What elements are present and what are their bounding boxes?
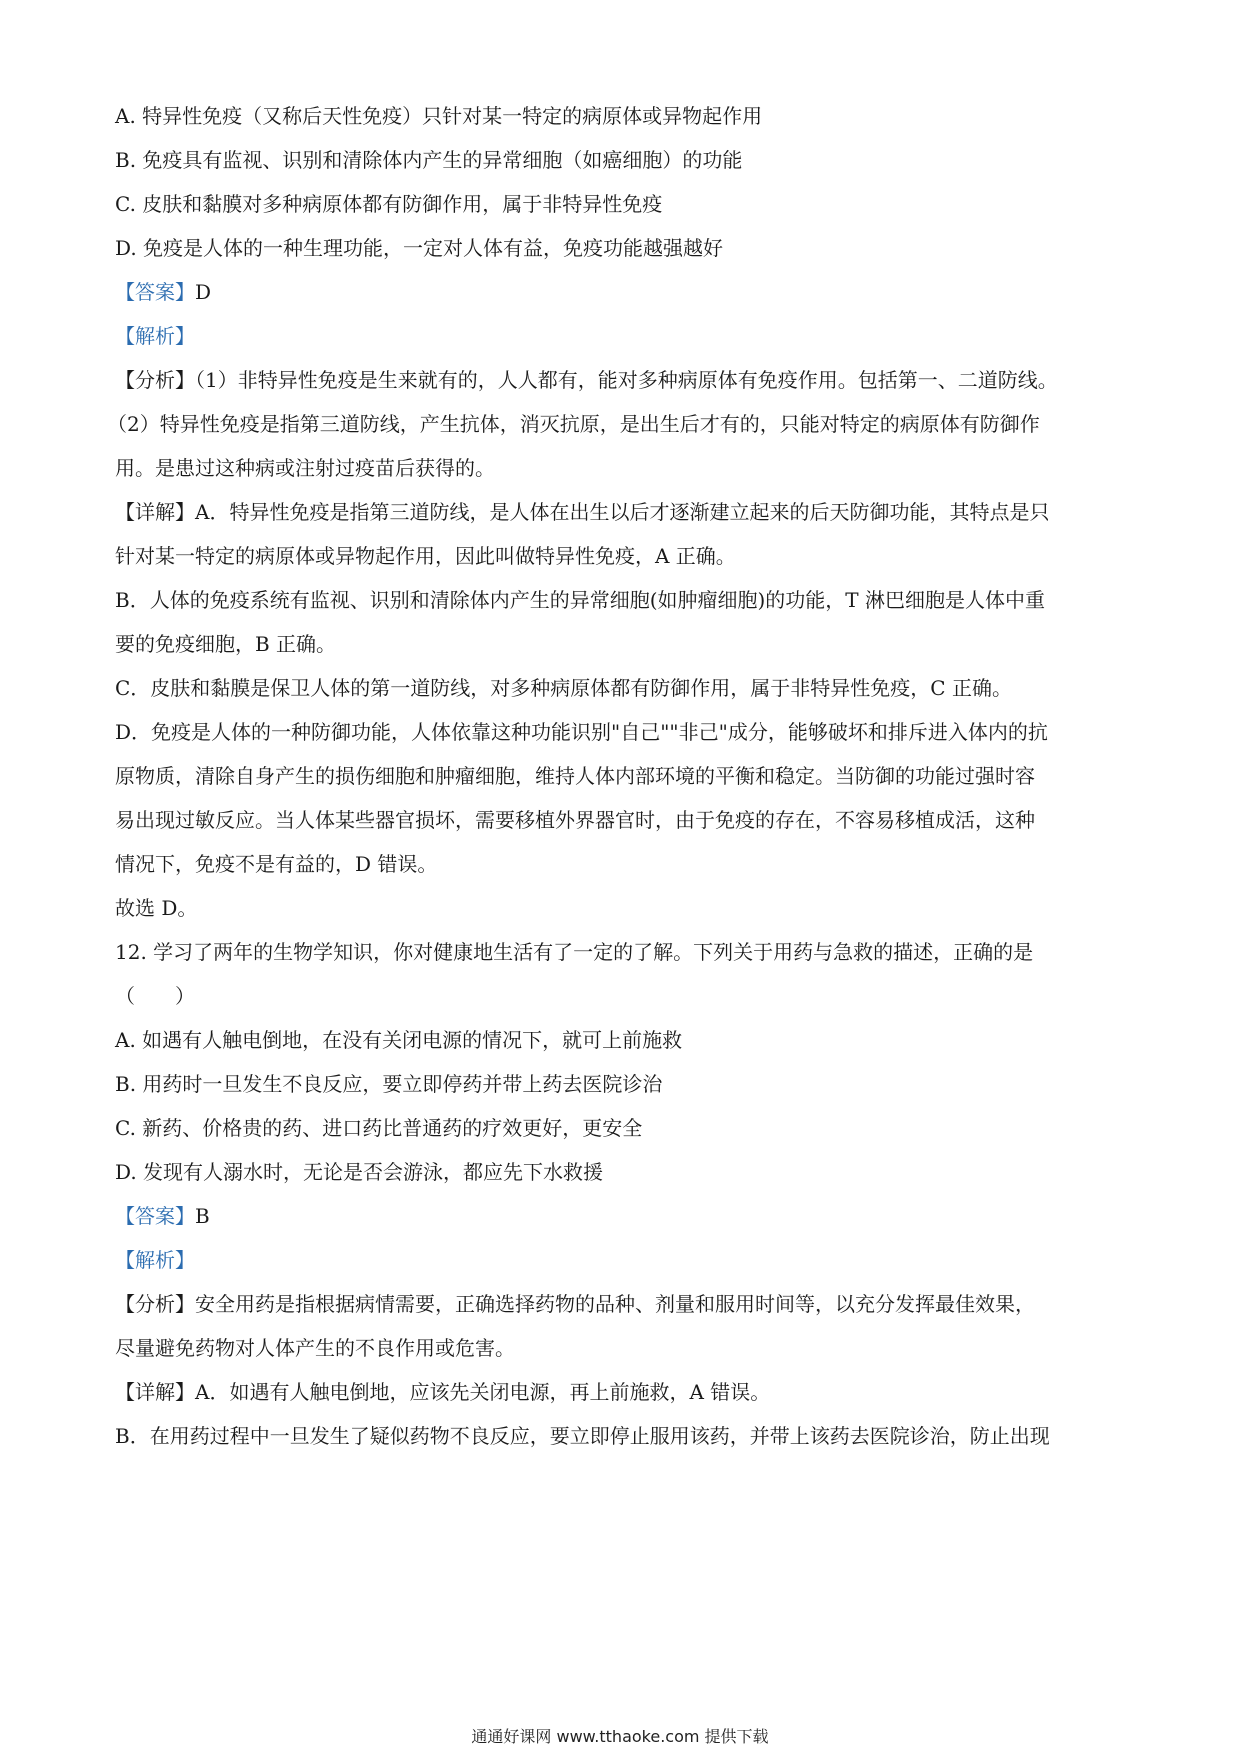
xiangjie-text: A．特异性免疫是指第三道防线，是人体在出生以后才逐渐建立起来的后天防御功能，其特点是只 [195,500,1050,524]
q11-xiangjie-line-8: 易出现过敏反应。当人体某些器官损坏，需要移植外界器官时，由于免疫的存在，不容易移植成活，这种 [115,808,1035,832]
q12-analysis-heading [115,1246,1135,1274]
fenxi-tag: 【分析】 [115,368,195,392]
q11-conclusion: 故选 D。 [115,896,198,920]
q12-xiangjie-line-2: B．在用药过程中一旦发生了疑似药物不良反应，要立即停止服用该药，并带上该药去医院诊治，防止出现 [115,1424,1050,1448]
answer-tag: 【答案】 [115,1204,195,1228]
q12-option-c: C. 新药、价格贵的药、进口药比普通药的疗效更好，更安全 [115,1116,643,1140]
q11-xiangjie-line-9: 情况下，免疫不是有益的，D 错误。 [115,852,438,876]
answer-value: D [195,280,212,304]
q11-xiangjie-line-7: 原物质，清除自身产生的损伤细胞和肿瘤细胞，维持人体内部环境的平衡和稳定。当防御的功能过强时容 [115,764,1035,788]
q11-xiangjie-line-3: B．人体的免疫系统有监视、识别和清除体内产生的异常细胞(如肿瘤细胞)的功能，T 淋巴细胞是人体中重 [115,588,1045,612]
q11-option-c: C. 皮肤和黏膜对多种病原体都有防御作用，属于非特异性免疫 [115,192,663,216]
q11-xiangjie-line-2: 针对某一特定的病原体或异物起作用，因此叫做特异性免疫，A 正确。 [115,544,736,568]
fenxi-tag: 【分析】 [115,1292,195,1316]
xiangjie-tag: 【详解】 [115,1380,195,1404]
q11-xiangjie-line-6: D．免疫是人体的一种防御功能，人体依靠这种功能识别"自己""非己"成分，能够破坏和排斥进入体内的抗 [115,720,1048,744]
q11-xiangjie-line-1 [115,498,1135,526]
q11-analysis-heading [115,322,1135,350]
q12-fenxi-line-2: 尽量避免药物对人体产生的不良作用或危害。 [115,1336,515,1360]
q11-option-d: D. 免疫是人体的一种生理功能，一定对人体有益，免疫功能越强越好 [115,236,724,260]
footer-source: 通通好课网 www.tthaoke.com 提供下载 [471,1727,769,1746]
q12-fenxi-line-1 [115,1290,1135,1318]
answer-tag: 【答案】 [115,280,195,304]
q12-xiangjie-line-1 [115,1378,1135,1406]
xiangjie-tag: 【详解】 [115,500,195,524]
q12-option-d: D. 发现有人溺水时，无论是否会游泳，都应先下水救援 [115,1160,604,1184]
q11-xiangjie-line-5: C．皮肤和黏膜是保卫人体的第一道防线，对多种病原体都有防御作用，属于非特异性免疫，C 正确。 [115,676,1012,700]
q11-fenxi-line-3: 用。是患过这种病或注射过疫苗后获得的。 [115,456,495,480]
q12-stem-line-2: （ ） [115,984,195,1008]
q11-xiangjie-line-4: 要的免疫细胞，B 正确。 [115,632,337,656]
q11-option-b: B. 免疫具有监视、识别和清除体内产生的异常细胞（如癌细胞）的功能 [115,148,743,172]
q12-stem-line-1: 12. 学习了两年的生物学知识，你对健康地生活有了一定的了解。下列关于用药与急救的描述，正确的是 [115,940,1034,964]
fenxi-text: （1）非特异性免疫是生来就有的，人人都有，能对多种病原体有免疫作用。包括第一、二道防线。 [195,368,1058,392]
q12-option-a: A. 如遇有人触电倒地，在没有关闭电源的情况下，就可上前施救 [115,1028,683,1052]
fenxi-text: 安全用药是指根据病情需要，正确选择药物的品种、剂量和服用时间等，以充分发挥最佳效果， [195,1292,1035,1316]
analysis-tag: 【解析】 [115,324,195,348]
q11-answer [115,278,1135,306]
xiangjie-text: A．如遇有人触电倒地，应该先关闭电源，再上前施救，A 错误。 [195,1380,771,1404]
q12-option-b: B. 用药时一旦发生不良反应，要立即停药并带上药去医院诊治 [115,1072,663,1096]
q12-answer [115,1202,1135,1230]
q11-fenxi-line-2: （2）特异性免疫是指第三道防线，产生抗体，消灭抗原，是出生后才有的，只能对特定的病原体有防御作 [107,412,1040,436]
analysis-tag: 【解析】 [115,1248,195,1272]
q11-option-a: A. 特异性免疫（又称后天性免疫）只针对某一特定的病原体或异物起作用 [115,104,763,128]
answer-value: B [195,1204,210,1228]
q11-fenxi-line-1 [115,366,1135,394]
